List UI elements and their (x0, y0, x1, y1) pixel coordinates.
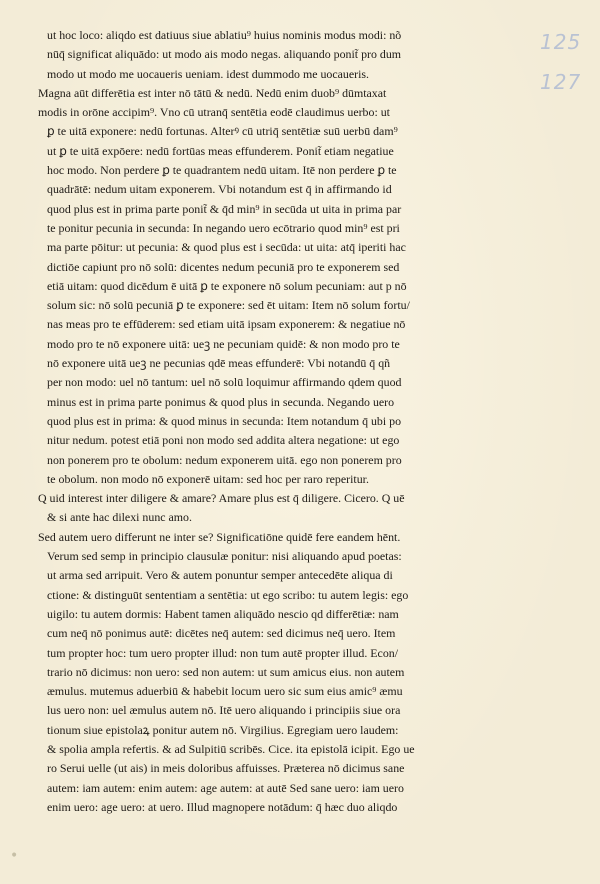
folio-numbers (540, 22, 581, 102)
text-line: te obolum. non modo nō exponerē uitam: sed hoc per raro reperitur. (47, 471, 369, 486)
text-line: dictiōe capiunt pro nō solū: dicentes nedum pecuniā pro te exponerem sed (47, 259, 400, 274)
text-line: modo ut modo me uocaueris ueniam. idest dummodo me uocaueris. (47, 66, 369, 81)
text-line: tionum siue epistolaꝝ ponitur autem nō. Virgilius. Egregiam uero laudem: (47, 722, 399, 737)
text-line: Verum sed semp in principio clausulæ ponitur: nisi aliquando apud poetas: (47, 549, 402, 564)
text-line: ut arma sed arripuit. Vero & autem ponuntur semper antecedēte aliqua di (47, 568, 393, 583)
text-line: nas meas pro te effūderem: sed etiam uitā ipsam exponerem: & negatiue nō (47, 317, 406, 332)
text-line: ctione: & distinguūt sententiam a sentētia: ut ego scribo: tu autem legis: ego (47, 587, 409, 602)
corner-mark: • (10, 848, 19, 864)
text-line: Q uid interest inter diligere & amare? Amare plus est q̄ diligere. Cicero. Q uē (38, 491, 405, 506)
text-line: non ponerem pro te obolum: nedum exponerem uitā. ego non ponerem pro (47, 452, 402, 467)
text-line: ma parte pōitur: ut pecunia: & quod plus est i secūda: ut uita: atq̄ iperiti hac (47, 240, 406, 255)
text-line: trario nō dicimus: non uero: sed non autem: ut sum amicus eius. non autem (47, 664, 405, 679)
text-line: solum sic: nō solū pecuniā ꝑ te exponere: sed ēt uitam: Item nō solum fortu/ (47, 298, 410, 313)
text-line: minus est in prima parte ponimus & quod plus in secunda. Negando uero (47, 394, 395, 409)
text-line: ꝑ te uitā exponere: nedū fortunas. Alterꝰ cū utriq̄ sentētiæ suū uerbū dam⁹ (47, 124, 398, 139)
body-text (38, 26, 520, 817)
text-line: hoc modo. Non perdere ꝑ te quadrantem nedū uitam. Itē non perdere ꝑ te (47, 163, 397, 178)
text-line: modo pro te nō exponere uitā: ueꝫ ne pecuniam quidē: & non modo pro te (47, 336, 400, 351)
text-line: cum neq̄ nō ponimus autē: dicētes neq̄ autem: sed dicimus neq̄ uero. Item (47, 626, 396, 641)
text-line: ut hoc loco: aliqdo est datiuus siue ablatiu⁹ huius nominis modus modi: nõ (47, 28, 402, 42)
text-line: etiā uitam: quod dicēdum ē uitā ꝑ te exponere nō solum pecuniam: aut p nō (47, 278, 407, 293)
text-line: ro Serui uelle (ut ais) in meis doloribus affuisses. Præterea nō dicimus sane (47, 761, 405, 776)
text-line: quod plus est in prima: & quod minus in secunda: Item notandum q̄ ubi po (47, 413, 402, 428)
text-line: quadrātē: nedum uitam exponerem. Vbi notandum est q̄ in affirmando id (47, 182, 392, 197)
text-line: tum propter hoc: tum uero propter illud: non tum autē propter illud. Econ/ (47, 645, 399, 660)
text-line: nō exponere uitā ueꝫ ne pecunias qdē meas effunderē: Vbi notandū q̄ qñ (47, 356, 391, 371)
text-line: modis in orōne accipim⁹. Vno cū utranq̄ sentētia eodē claudimus uerbo: ut (38, 105, 390, 120)
text-line: ut ꝑ te uitā expōere: nedū fortūas meas effunderem. Ponit̃ etiam negatiue (47, 143, 394, 158)
folio-number-2: 127 (540, 70, 582, 94)
text-line: per non modo: uel nō tantum: uel nō solū loquimur affirmando qdem quod (47, 375, 402, 390)
text-line: quod plus est in prima parte ponit̃ & q̄d min⁹ in secūda ut uita in prima par (47, 201, 402, 216)
text-line: enim uero: age uero: at uero. Illud magnopere notādum: q̄ hæc duo aliqdo (47, 799, 398, 814)
text-line: & si ante hac dilexi nunc amo. (47, 510, 192, 525)
text-line: æmulus. mutemus aduerbiū & habebit locum uero sic sum eius amic⁹ æmu (47, 684, 403, 699)
text-line: & spolia ampla refertis. & ad Sulpitiū scribēs. Cice. ita epistolā icipit. Ego ue (47, 741, 415, 756)
text-line: autem: iam autem: enim autem: age autem: at autē Sed sane uero: iam uero (47, 780, 404, 795)
text-line: Magna aūt differētia est inter nō tātū & nedū. Nedū enim duob⁹ dūmtaxat (38, 85, 387, 100)
text-line: uigilo: tu autem dormis: Habent tamen aliquādo nescio qd differētiæ: nam (47, 606, 399, 621)
text-line: lus uero non: uel æmulus autem nō. Itē uero aliquando i principiis siue ora (47, 703, 401, 718)
text-line: nūq̄ significat aliquādo: ut modo ais modo negas. aliquando ponit̃ pro dum (47, 47, 402, 62)
text-line: te ponitur pecunia in secunda: In negando uero ecōtrario quod min⁹ est pri (47, 220, 400, 235)
text-line: nitur nedum. potest etiā poni non modo sed addita altera negatione: ut ego (47, 433, 400, 448)
text-line: Sed autem uero differunt ne inter se? Significatiōne quidē fere eandem hēnt. (38, 529, 401, 544)
folio-number-1: 125 (540, 30, 582, 54)
